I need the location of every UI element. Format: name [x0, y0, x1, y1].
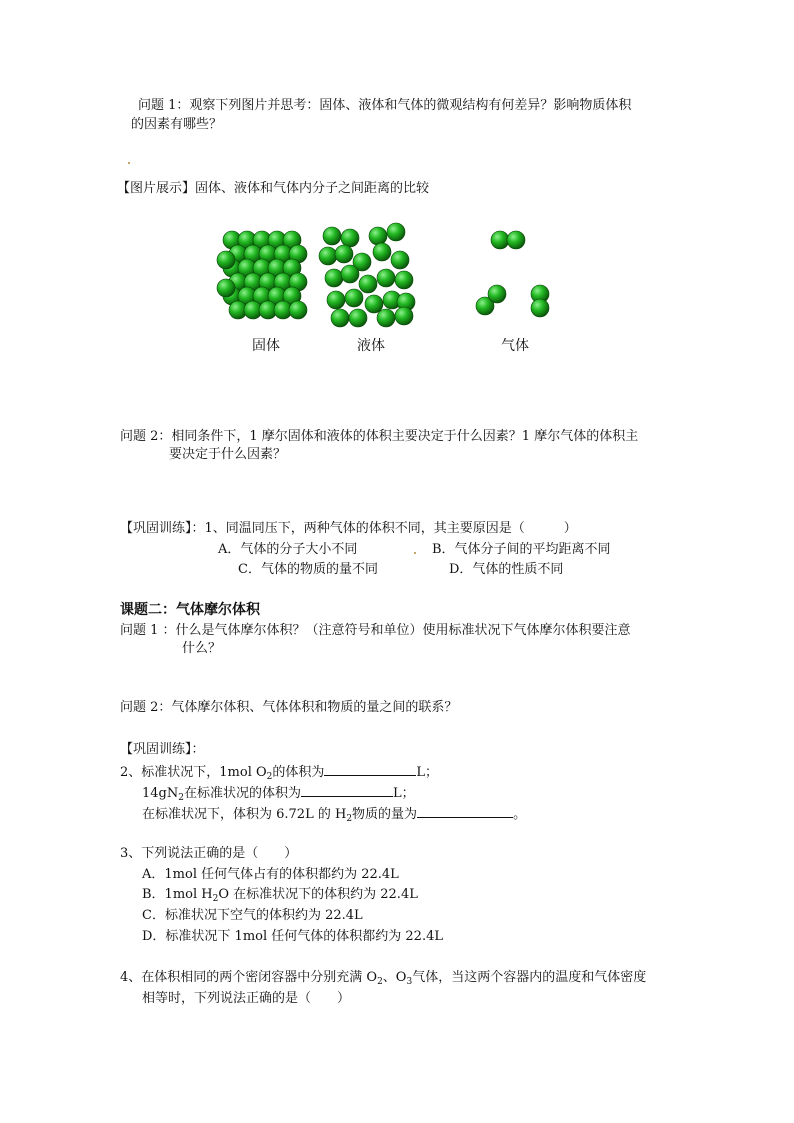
- solid-molecules: [217, 231, 307, 319]
- section-2-title: 课题二：气体摩尔体积: [120, 602, 260, 618]
- practice-2-heading: 【巩固训练】：: [120, 742, 205, 757]
- liquid-molecule: [335, 245, 353, 263]
- answer-blank[interactable]: [324, 762, 416, 776]
- practice-1-option-c: C．气体的物质的量不同: [238, 562, 378, 577]
- solid-molecule: [217, 251, 235, 269]
- practice-1-option-a: A．气体的分子大小不同: [218, 542, 358, 557]
- item-2-line-1: 2、标准状况下，1mol $O_2$的体积为 L；: [120, 762, 438, 782]
- liquid-molecule: [377, 309, 395, 327]
- gas-molecule: [491, 231, 509, 249]
- liquid-molecule: [395, 307, 413, 325]
- question-2-line-1: 问题 2：相同条件下，1 摩尔固体和液体的体积主要决定于什么因素？1 摩尔气体的体积主: [120, 429, 639, 444]
- liquid-molecule: [359, 275, 377, 293]
- stray-mark: [128, 162, 130, 164]
- liquid-molecule: [319, 247, 337, 265]
- question-1-line-1: 问题 1：观察下列图片并思考：固体、液体和气体的微观结构有何差异？影响物质体积: [138, 98, 632, 113]
- liquid-molecule: [323, 227, 341, 245]
- liquid-molecules: [319, 223, 415, 327]
- label-solid: 固体: [252, 338, 280, 354]
- question-2-line-2: 要决定于什么因素？: [169, 447, 287, 462]
- liquid-molecule: [387, 223, 405, 241]
- gas-molecule: [488, 285, 506, 303]
- gas-molecule: [531, 299, 549, 317]
- liquid-molecule: [377, 269, 395, 287]
- liquid-molecule: [365, 295, 383, 313]
- item-3-option-c: C．标准状况下空气的体积约为 22.4L: [142, 908, 363, 923]
- item-4-line-1: 4、在体积相同的两个密闭容器中分别充满 $O_2$、$O_3$气体，当这两个容器内的温度和气体密度: [120, 970, 647, 987]
- practice-1-option-b: B．气体分子间的平均距离不同: [432, 542, 611, 557]
- section-2-question-1-line-2: 什么？: [182, 641, 222, 656]
- gas-molecule: [507, 231, 525, 249]
- item-3-option-a: A．1mol 任何气体占有的体积都约为 22.4L: [142, 867, 399, 882]
- stray-mark: [414, 552, 416, 554]
- practice-1-stem: 【巩固训练】：1、同温同压下，两种气体的体积不同，其主要原因是（ ）: [120, 521, 577, 536]
- section-2-question-2: 问题 2：气体摩尔体积、气体体积和物质的量之间的联系？: [120, 700, 458, 715]
- item-4-line-2: 相等时，下列说法正确的是（ ）: [142, 991, 351, 1006]
- item-3-option-d: D．标准状况下 1mol 任何气体的体积都约为 22.4L: [142, 929, 443, 944]
- solid-molecule: [217, 279, 235, 297]
- liquid-molecule: [341, 265, 359, 283]
- liquid-molecule: [331, 309, 349, 327]
- liquid-molecule: [395, 271, 413, 289]
- item-2-line-3: 在标准状况下，体积为 6.72L 的 $H_2$物质的量为 。: [142, 804, 526, 824]
- label-liquid: 液体: [357, 338, 385, 354]
- liquid-molecule: [391, 251, 409, 269]
- section-2-question-1-line-1: 问题 1 ：什么是气体摩尔体积？（注意符号和单位）使用标准状况下气体摩尔体积要注意: [120, 623, 631, 638]
- liquid-molecule: [325, 269, 343, 287]
- liquid-molecule: [327, 291, 345, 309]
- answer-blank[interactable]: [301, 783, 393, 797]
- liquid-molecule: [349, 309, 367, 327]
- item-3-stem: 3、下列说法正确的是（ ）: [120, 846, 298, 861]
- molecule-figure: [210, 222, 570, 334]
- liquid-molecule: [373, 243, 391, 261]
- figure-heading: 【图片展示】固体、液体和气体内分子之间距离的比较: [117, 181, 430, 196]
- item-2-line-2: $14gN_2$在标准状况的体积为 L；: [142, 783, 415, 803]
- solid-molecule: [289, 301, 307, 319]
- item-3-option-b: B．1mol $H_2O$ 在标准状况下的体积约为 22.4L: [142, 887, 418, 904]
- gas-molecules: [476, 231, 549, 317]
- liquid-molecule: [341, 229, 359, 247]
- answer-blank[interactable]: [417, 804, 513, 818]
- liquid-molecule: [345, 289, 363, 307]
- question-1-line-2: 的因素有哪些？: [131, 117, 223, 132]
- liquid-molecule: [369, 227, 387, 245]
- practice-1-option-d: D．气体的性质不同: [449, 562, 564, 577]
- label-gas: 气体: [501, 338, 529, 354]
